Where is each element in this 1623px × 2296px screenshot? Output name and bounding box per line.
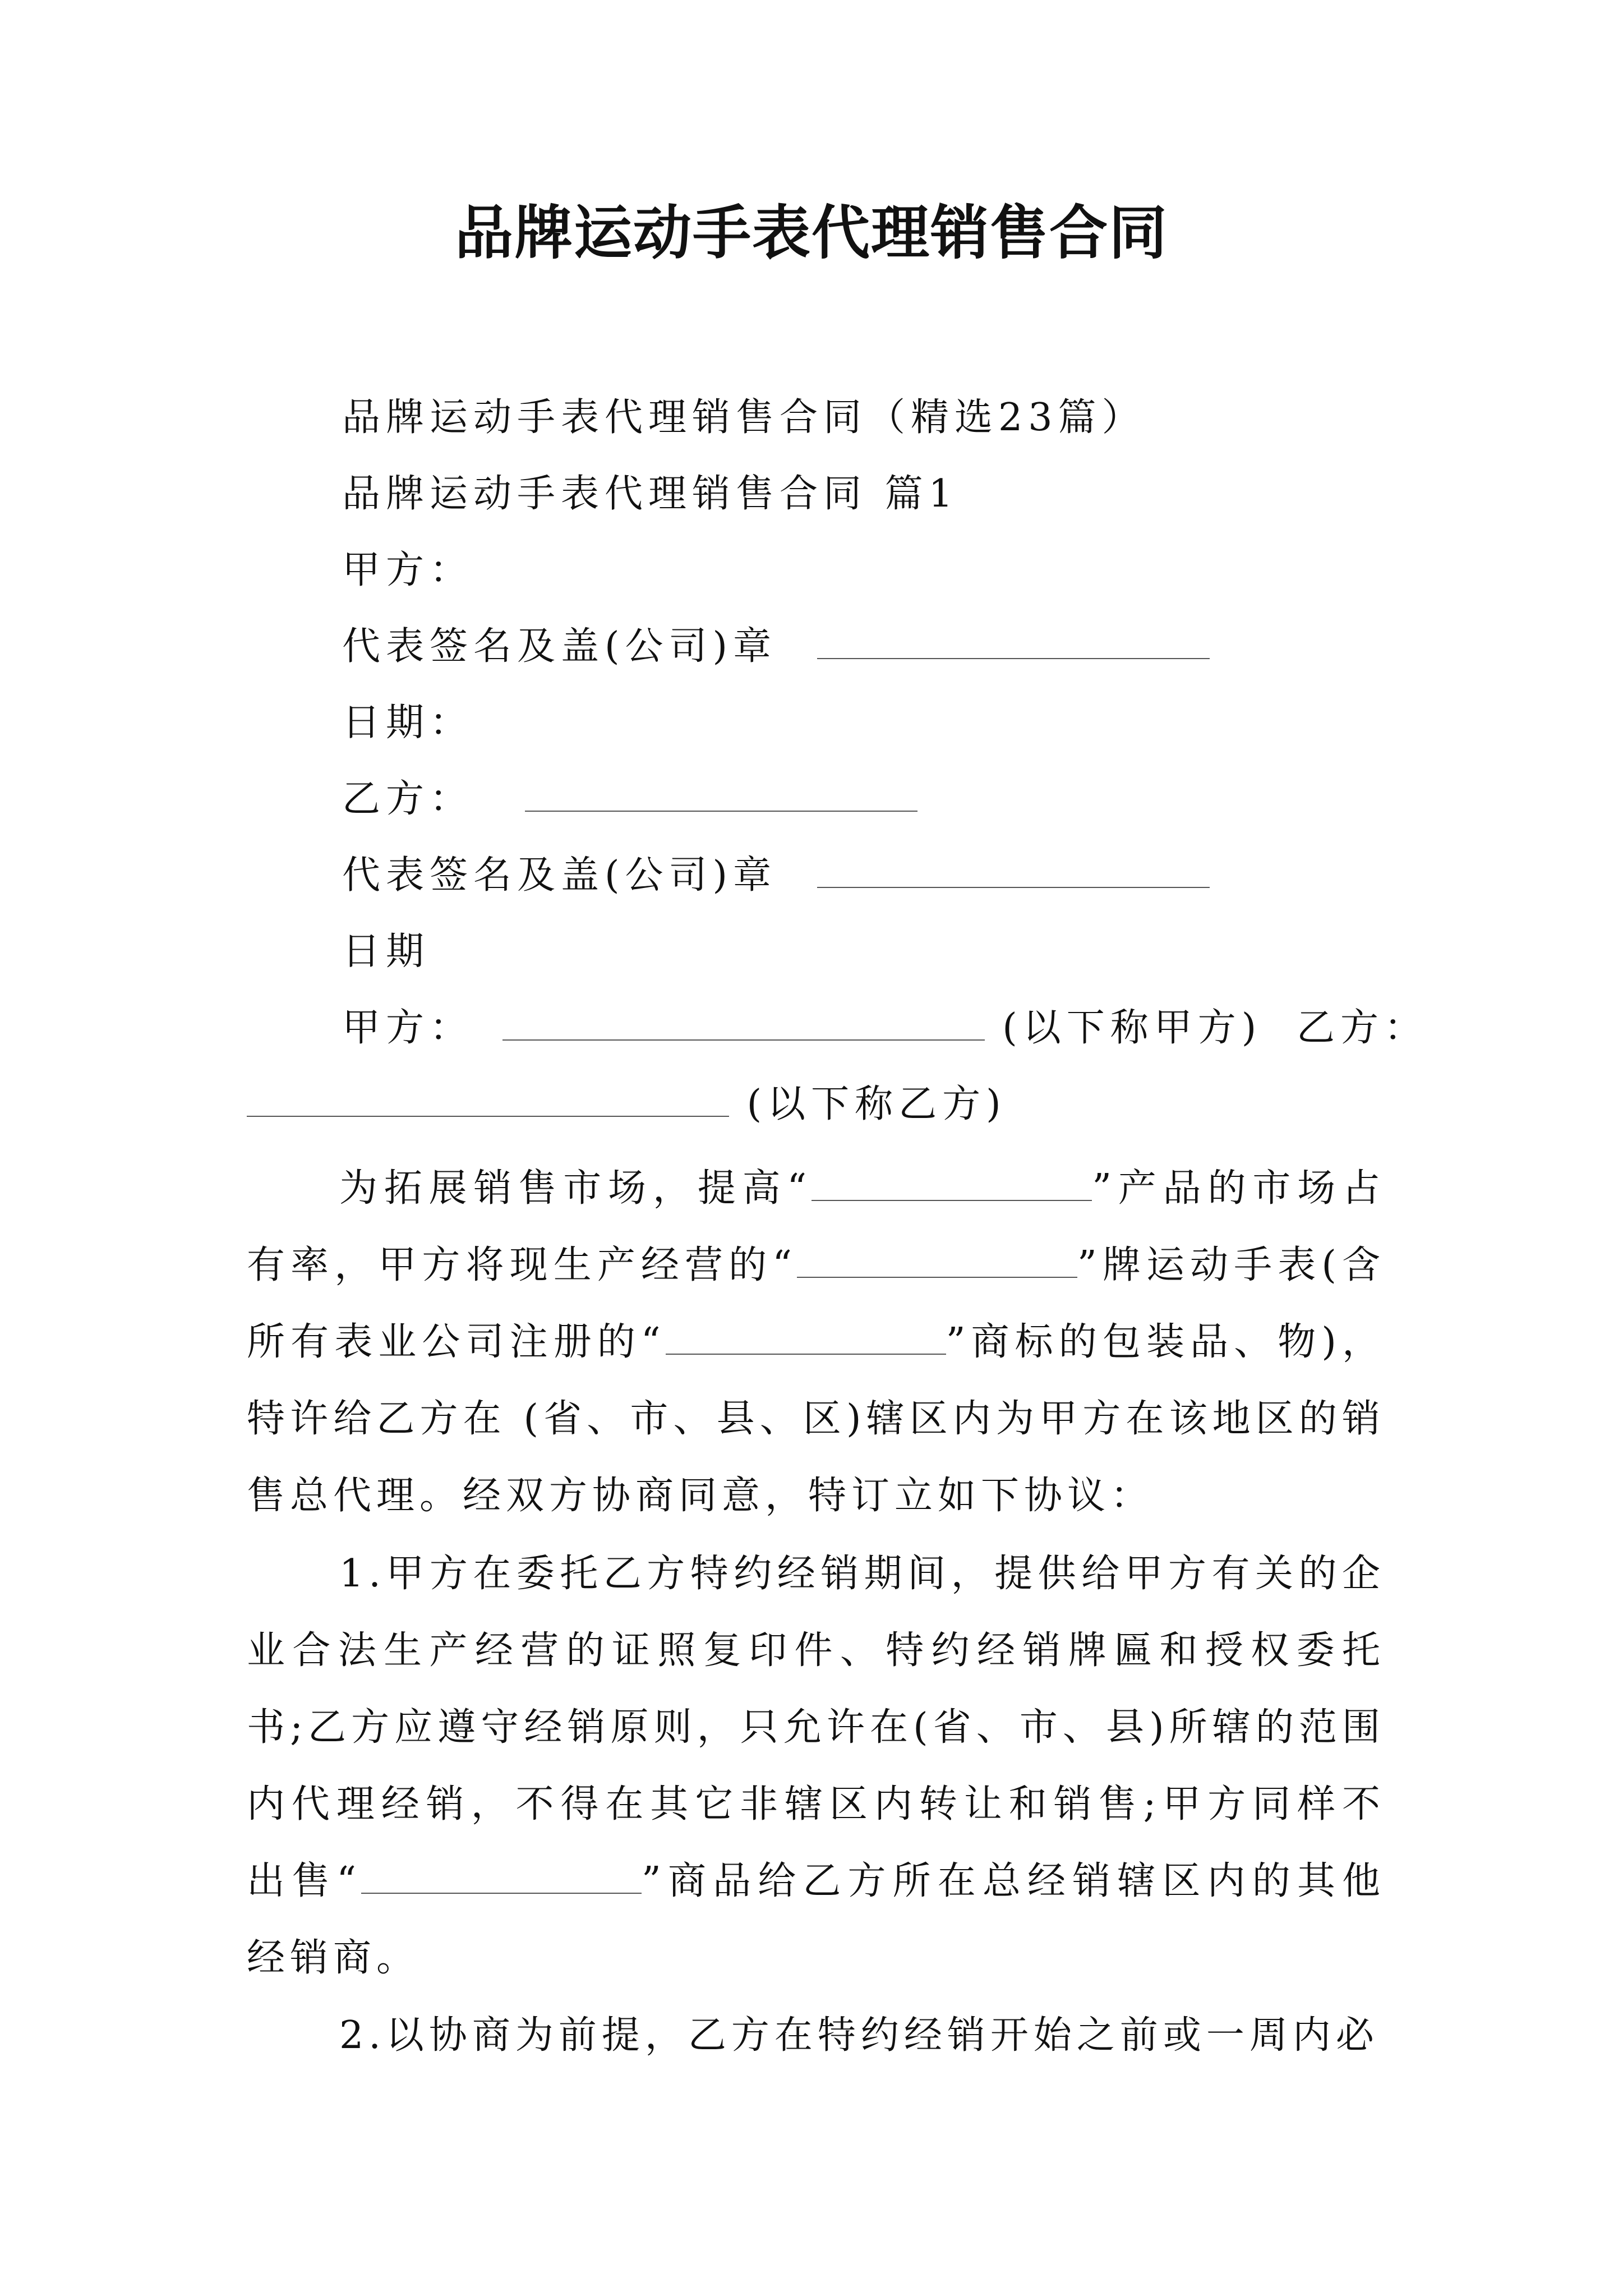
paragraph-intro-part-2: ”产品的市场占有率，甲方将现生产经营的“ <box>247 1166 1386 1287</box>
brand-blank-3 <box>666 1321 946 1355</box>
intro-party-a-label: 甲方： <box>342 1006 474 1050</box>
intro-party-a-suffix: (以下称甲方) <box>1002 1006 1262 1050</box>
brand-blank-1 <box>811 1167 1092 1201</box>
paragraph-clause-2: 2.以协商为前提，乙方在特约经销开始之前或一周内必 <box>339 2013 1379 2058</box>
paragraph-intro-part-1: 为拓展销售市场，提高“ <box>339 1166 812 1211</box>
paragraph-clause-1 <box>247 1535 1385 1996</box>
rep-sign-label-a: 代表签名及盖(公司)章 <box>342 624 777 669</box>
intro-party-b-suffix: (以下称乙方) <box>746 1082 1007 1126</box>
rep-sign-blank-a <box>817 623 1210 659</box>
paragraph-intro <box>247 1150 1385 1534</box>
paragraph-intro-part-3: ”牌运动手表(含所有表业公司注册的“ <box>247 1243 1386 1364</box>
section-heading: 品牌运动手表代理销售合同 篇1 <box>342 472 958 516</box>
rep-sign-row-a <box>342 622 1210 672</box>
intro-party-b-blank <box>247 1081 729 1117</box>
intro-party-a-blank <box>502 1005 985 1041</box>
intro-party-b-label: 乙方： <box>1296 1006 1428 1050</box>
date-label-a: 日期： <box>342 701 474 745</box>
rep-sign-row-b <box>342 850 1210 901</box>
party-b-blank <box>525 776 917 812</box>
date-label-b: 日期 <box>342 930 430 974</box>
brand-blank-2 <box>797 1244 1077 1278</box>
party-b-label: 乙方： <box>342 777 474 821</box>
party-b-row <box>342 774 917 825</box>
paragraph-clause-1-part-2: ”商品给乙方所在总经销辖区内的其他经销商。 <box>247 1859 1386 1980</box>
party-a-label: 甲方： <box>342 548 474 592</box>
brand-blank-4 <box>361 1860 642 1894</box>
intro-party-a-row <box>342 1003 1428 1053</box>
paragraph-clause-1-part-1: 1.甲方在委托乙方特约经销期间，提供给甲方有关的企业合法生产经营的证照复印件、特约经销牌匾和授权委托书;乙方应遵守经销原则，只允许在(省、市、县)所辖的范围内代理经销，不得在其它非辖区内转让和销售;甲方同样不出售“ <box>247 1552 1385 1903</box>
intro-party-b-row <box>247 1079 1007 1130</box>
document-subtitle: 品牌运动手表代理销售合同（精选23篇） <box>342 395 1146 440</box>
rep-sign-blank-b <box>817 852 1210 888</box>
paragraph-intro-part-4: ”商标的包装品、物)，特许给乙方在 (省、市、县、区)辖区内为甲方在该地区的销售总代理。经双方协商同意，特订立如下协议： <box>247 1320 1386 1518</box>
rep-sign-label-b: 代表签名及盖(公司)章 <box>342 853 777 898</box>
document-title: 品牌运动手表代理销售合同 <box>454 199 1168 267</box>
